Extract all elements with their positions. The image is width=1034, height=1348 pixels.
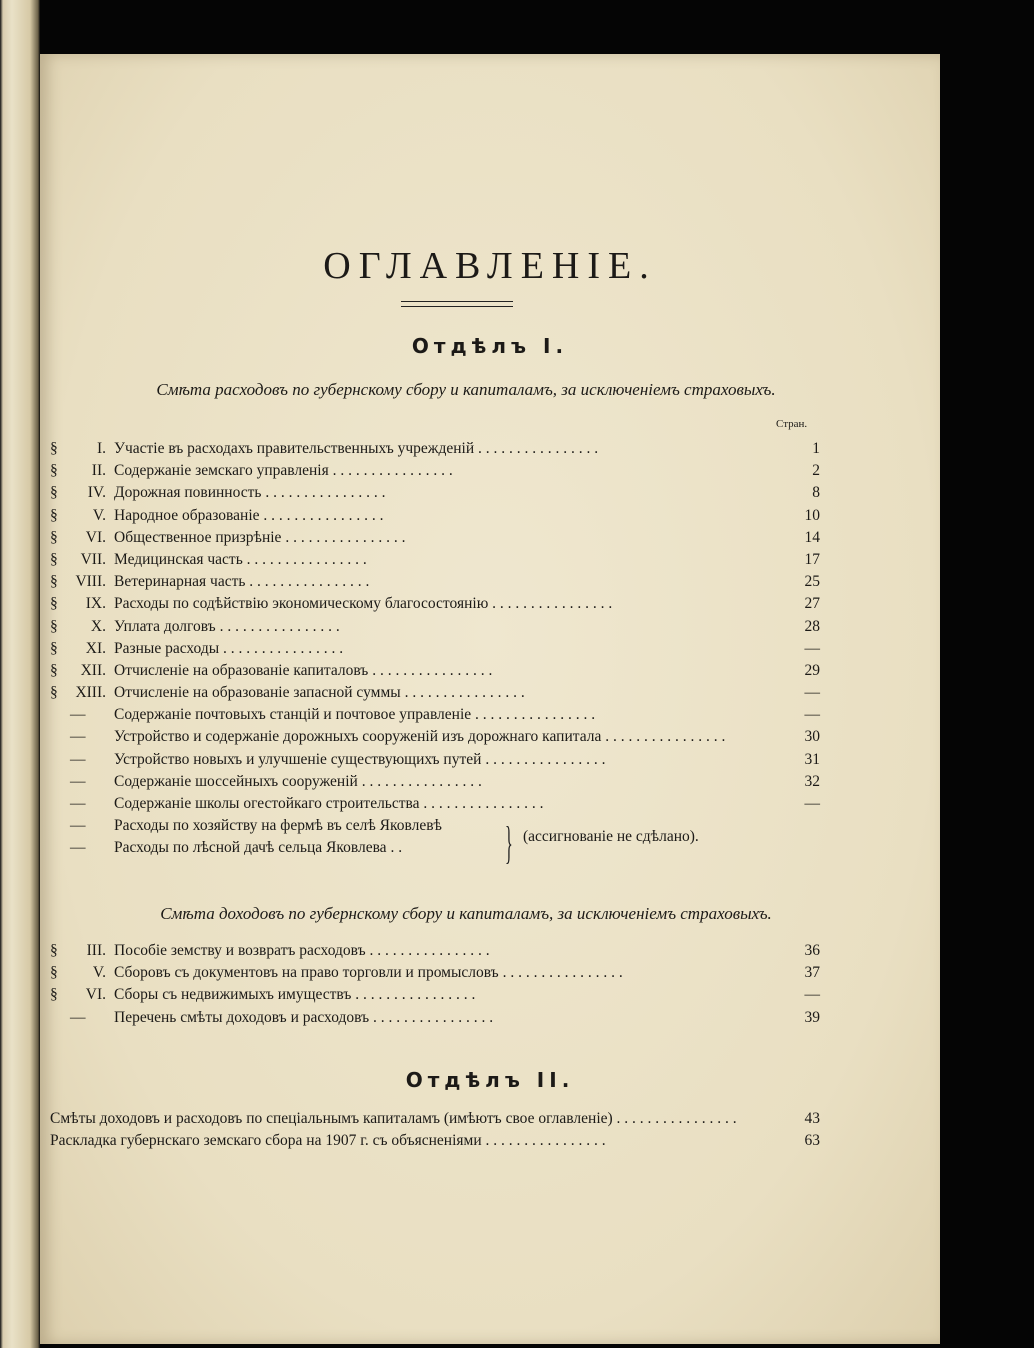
toc-entry <box>50 638 820 660</box>
dot-leader: . . . . . . . . . . . . . . . . <box>242 550 367 568</box>
entry-number: VI. <box>85 986 106 1004</box>
entry-text <box>114 704 770 726</box>
toc-entry <box>50 460 820 482</box>
dot-leader: . . . . . . . . . . . . . . . . <box>281 528 406 546</box>
entry-number: XIII. <box>75 684 106 702</box>
entry-text <box>114 438 770 460</box>
section-sign: § <box>50 684 58 702</box>
section-sign: § <box>50 639 58 657</box>
entry-number: XII. <box>80 661 106 679</box>
toc-entry <box>50 482 820 504</box>
entry-label: Отчисленiе на образованiе запасной суммы <box>114 684 401 702</box>
dot-leader: . . . . . . . . . . . . . . . . <box>488 595 613 613</box>
dot-leader: . . . . . . . . . . . . . . . . <box>368 661 493 679</box>
page-number: — <box>804 684 820 702</box>
toc-entry <box>50 571 820 593</box>
toc-entry <box>50 660 820 682</box>
dot-leader: . . . . . . . . . . . . . . . . <box>215 617 340 635</box>
page-number: 27 <box>804 595 820 613</box>
toc-entry <box>50 837 820 859</box>
section-sign: § <box>50 506 58 524</box>
entry-text <box>114 460 770 482</box>
entry-label: Устройство новыхъ и улучшенiе существующихъ путей <box>114 750 482 768</box>
entry-label: Ветеринарная часть <box>114 573 246 591</box>
subhead-expenses: Смѣта расходовъ по губернскому сбору и капиталамъ, за исключенiемъ страховыхъ. <box>156 380 776 399</box>
toc-entry <box>50 549 820 571</box>
dot-leader: . . . . . . . . . . . . . . . . <box>471 706 596 724</box>
entry-label: Содержанiе школы огестойкаго строительства <box>114 795 420 812</box>
dot-leader: . . . . . . . . . . . . . . . . <box>259 506 384 524</box>
page-number: 8 <box>812 484 820 502</box>
dot-leader: . . . . . . . . . . . . . . . . <box>474 440 599 457</box>
entry-text <box>114 505 770 527</box>
entry-label: Расходы по лѣсной дачѣ сельца Яковлева <box>114 839 387 857</box>
dot-leader: . . . . . . . . . . . . . . . . <box>481 750 606 768</box>
toc-entry <box>50 726 820 748</box>
entry-text <box>114 593 770 615</box>
expense-list <box>50 438 820 860</box>
book-spine <box>0 0 40 1348</box>
entry-text <box>114 482 770 504</box>
page-number: 32 <box>804 772 820 790</box>
toc-entry <box>50 1130 820 1152</box>
page-number: — <box>804 639 820 657</box>
page-number: — <box>804 706 820 724</box>
dot-leader: . . . . . . . . . . . . . . . . <box>419 795 544 812</box>
section-sign: § <box>50 595 58 613</box>
entry-dash: — <box>70 1008 86 1026</box>
page-number: 1 <box>812 440 820 457</box>
page-number: 14 <box>804 528 820 546</box>
entry-label: Разные расходы <box>114 639 220 657</box>
entry-number: V. <box>92 506 106 524</box>
entry-number: I. <box>96 440 106 457</box>
entry-text <box>114 1007 770 1029</box>
section-sign: § <box>50 550 58 568</box>
entry-label: Перечень смѣты доходовъ и расходовъ <box>114 1008 370 1026</box>
entry-number: III. <box>86 942 106 959</box>
entry-number: VIII. <box>75 573 106 591</box>
toc-entry <box>50 704 820 726</box>
toc-entry <box>50 962 820 984</box>
entry-label: Медицинская часть <box>114 550 243 568</box>
page-number: 17 <box>804 550 820 568</box>
entry-label: Сборы съ недвижимыхъ имуществъ <box>114 986 352 1004</box>
section-sign: § <box>50 462 58 480</box>
income-list <box>50 940 820 1029</box>
entry-text <box>114 771 770 793</box>
entry-text <box>114 616 770 638</box>
bracket-note: (ассигнованiе не сдѣлано). <box>523 828 699 845</box>
entry-dash: — <box>70 728 86 746</box>
toc-entry <box>50 682 820 704</box>
entry-text <box>114 984 770 1006</box>
toc-entry <box>50 616 820 638</box>
toc-entry <box>50 527 820 549</box>
toc-entry <box>50 505 820 527</box>
entry-text <box>114 660 770 682</box>
page-number: 39 <box>804 1008 820 1026</box>
page-number: 37 <box>804 964 820 982</box>
page-number: 2 <box>812 462 820 480</box>
page-number: 10 <box>804 506 820 524</box>
entry-label: Народное образованiе <box>114 506 260 524</box>
dot-leader: . . . . . . . . . . . . . . . . <box>365 942 490 959</box>
entry-number: VI. <box>85 528 106 546</box>
section-heading-part1: Отдѣлъ I. <box>411 334 569 358</box>
section-sign: § <box>50 661 58 679</box>
toc-entry <box>50 749 820 771</box>
entry-number: II. <box>91 462 106 480</box>
entry-number: IX. <box>85 595 106 613</box>
toc-entry <box>50 940 820 962</box>
entry-label: Расходы по содѣйствiю экономическому благосостоянiю <box>114 595 489 613</box>
dot-leader: . . . . . . . . . . . . . . . . <box>328 462 453 480</box>
entry-text <box>114 940 770 962</box>
entry-number: V. <box>92 964 106 982</box>
dot-leader: . . . . . . . . . . . . . . . . <box>612 1110 737 1127</box>
dot-leader: . . . . . . . . . . . . . . . . <box>601 728 726 746</box>
entry-label: Содержанiе почтовыхъ станцiй и почтовое управленiе <box>114 706 472 724</box>
section-sign: § <box>50 484 58 502</box>
entry-text <box>114 527 770 549</box>
entry-label: Сборовъ съ документовъ на право торговли и промысловъ <box>114 964 499 982</box>
page-number: 25 <box>804 573 820 591</box>
entry-label: Общественное призрѣнiе <box>114 528 282 546</box>
section-sign: § <box>50 573 58 591</box>
entry-number: X. <box>90 617 106 635</box>
toc-entry <box>50 815 820 837</box>
page-number: 43 <box>804 1110 820 1127</box>
toc-entry <box>50 984 820 1006</box>
page-number: 63 <box>804 1132 820 1150</box>
part2-list <box>50 1108 820 1152</box>
entry-label: Дорожная повинность <box>114 484 262 502</box>
entry-text <box>114 571 770 593</box>
dot-leader: . . . . . . . . . . . . . . . . <box>498 964 623 982</box>
section-sign: § <box>50 440 58 457</box>
entry-label: Раскладка губернскаго земскаго сбора на 1907 г. съ объясненiями <box>50 1132 482 1150</box>
entry-dash: — <box>70 772 86 790</box>
section-sign: § <box>50 617 58 635</box>
page-number: 28 <box>804 617 820 635</box>
page-number: — <box>804 795 820 812</box>
page-number: — <box>804 986 820 1004</box>
entry-label: Уплата долговъ <box>114 617 216 635</box>
section-sign: § <box>50 964 58 982</box>
toc-entry <box>50 1108 820 1130</box>
dot-leader: . . . . . . . . . . . . . . . . <box>219 639 344 657</box>
toc-entry <box>50 438 820 460</box>
entry-text <box>114 549 770 571</box>
title-rule <box>401 301 513 307</box>
dot-leader: . . . . . . . . . . . . . . . . <box>245 573 370 591</box>
page-number: 31 <box>804 750 820 768</box>
entry-text <box>114 749 770 771</box>
entry-text <box>114 962 770 984</box>
entry-label: Содержанiе шоссейныхъ сооруженiй <box>114 772 358 790</box>
entry-text <box>50 1108 770 1130</box>
page-number: 30 <box>804 728 820 746</box>
page-title: ОГЛАВЛЕНIЕ. <box>323 245 657 287</box>
entry-label: Пособiе земству и возвратъ расходовъ <box>114 942 366 959</box>
entry-dash: — <box>70 839 86 857</box>
entry-dash: — <box>70 817 86 835</box>
section-heading-part2: Отдѣлъ II. <box>405 1068 575 1092</box>
subhead-income: Смѣта доходовъ по губернскому сбору и капиталамъ, за исключенiемъ страховыхъ. <box>160 904 772 923</box>
document-page <box>40 54 940 1344</box>
toc-entry <box>50 593 820 615</box>
entry-label: Устройство и содержанiе дорожныхъ сооруженiй изъ дорожнаго капитала <box>114 728 602 746</box>
entry-label: Участiе въ расходахъ правительственныхъ учрежденiй <box>114 440 475 457</box>
entry-text <box>114 638 770 660</box>
page-number: 29 <box>804 661 820 679</box>
curly-bracket: } <box>505 817 513 868</box>
page-column-header: Стран. <box>776 418 808 430</box>
dot-leader: . . . . . . . . . . . . . . . . <box>357 772 482 790</box>
entry-number: VII. <box>80 550 106 568</box>
entry-text <box>50 1130 770 1152</box>
entry-text <box>114 793 770 815</box>
entry-dash: — <box>70 750 86 768</box>
dot-leader: . . <box>386 839 403 857</box>
entry-number: XI. <box>85 639 106 657</box>
entry-label: Расходы по хозяйству на фермѣ въ селѣ Яковлевѣ <box>114 817 442 835</box>
entry-text <box>114 682 770 704</box>
dot-leader: . . . . . . . . . . . . . . . . <box>400 684 525 702</box>
entry-label: Смѣты доходовъ и расходовъ по спецiальнымъ капиталамъ (имѣютъ свое оглавленiе) <box>50 1110 613 1127</box>
toc-entry <box>50 1007 820 1029</box>
entry-dash: — <box>70 706 86 724</box>
entry-label: Содержанiе земскаго управленiя <box>114 462 329 480</box>
dot-leader: . . . . . . . . . . . . . . . . <box>261 484 386 502</box>
entry-number: IV. <box>87 484 106 502</box>
entry-text <box>114 726 770 748</box>
section-sign: § <box>50 942 58 959</box>
entry-dash: — <box>70 795 86 812</box>
toc-entry <box>50 771 820 793</box>
dot-leader: . . . . . . . . . . . . . . . . <box>481 1132 606 1150</box>
section-sign: § <box>50 528 58 546</box>
page-number: 36 <box>804 942 820 959</box>
section-sign: § <box>50 986 58 1004</box>
dot-leader: . . . . . . . . . . . . . . . . <box>369 1008 494 1026</box>
toc-entry <box>50 793 820 815</box>
dot-leader: . . . . . . . . . . . . . . . . <box>351 986 476 1004</box>
entry-label: Отчисленiе на образованiе капиталовъ <box>114 661 369 679</box>
